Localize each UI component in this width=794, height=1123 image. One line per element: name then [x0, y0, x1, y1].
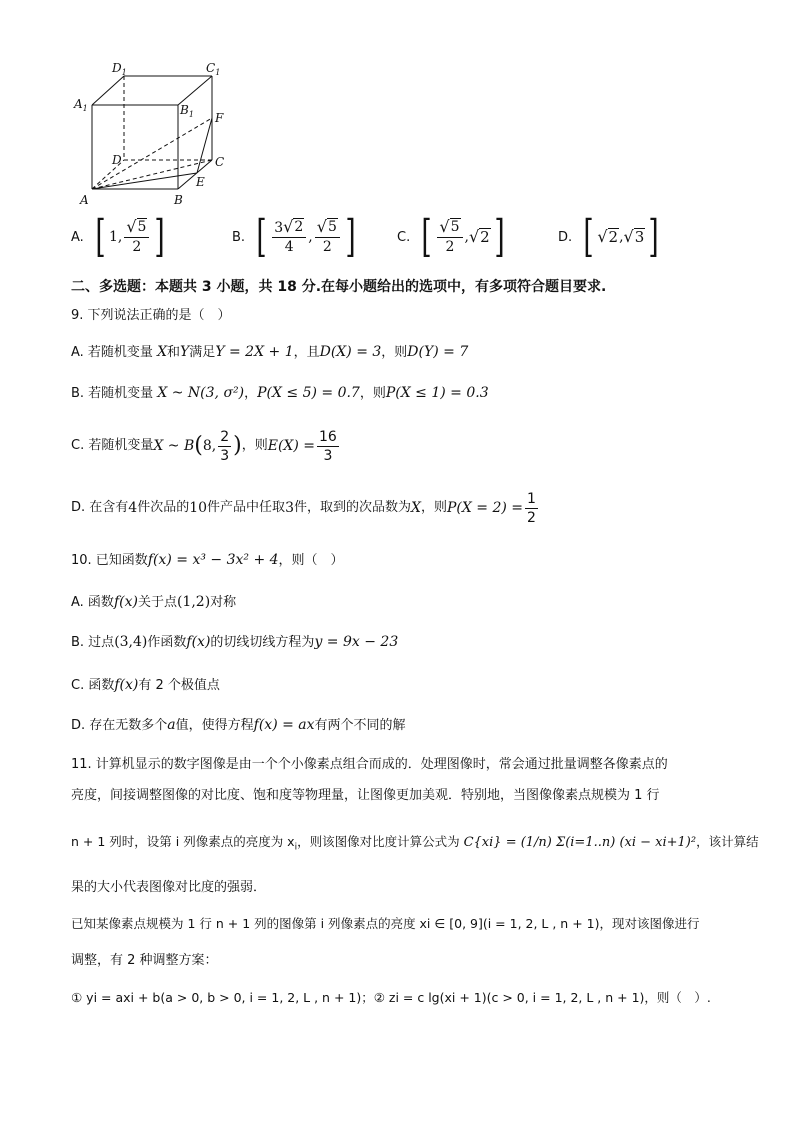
q9-option-d: D. 在含有 4 件次品的 10 件产品中任取 3 件，取到的次品数为 X ，则 P(X = 2) = $\frac{1}{2}$	[71, 490, 536, 526]
q11-line-4: 果的大小代表图像对比度的强弱．	[71, 880, 267, 895]
q9-option-b: B. 若随机变量 X ~ N(3, σ²)，P(X ≤ 5) = 0.7，则P(X ≤ 1) = 0.3	[71, 385, 489, 401]
label-d: D	[112, 153, 122, 167]
label-c: C	[215, 155, 225, 169]
section-heading: 二、多选题：本题共 3 小题，共 18 分.在每小题给出的选项中，有多项符合题目要求.	[71, 279, 607, 295]
label-d1: $D_1$	[112, 61, 127, 77]
q10-option-a: A. 函数f(x)关于点(1,2)对称	[71, 594, 237, 610]
q8-option-b: B. [ 3 √ 2 4 , √ 5 2 ]	[232, 211, 356, 262]
segment-a-c-hidden	[92, 160, 212, 189]
label-e: E	[196, 175, 205, 189]
q11-line-7: ① yi = axi + b(a > 0, b > 0, i = 1, 2, L , n + 1)；② zi = c lg(xi + 1)(c > 0, i = 1, 2, L , n + 1)，则（ ）.	[71, 990, 711, 1005]
q9-option-a: A. 若随机变量 X和Y满足Y = 2X + 1，且D(X) = 3，则D(Y) = 7	[71, 344, 469, 360]
q11-line-3: n + 1 列时，设第 i 列像素点的亮度为 $x_i$，则该图像对比度计算公式为 C{xi} = (1/n) Σ(i=1..n) (xi − xi+1)²，该计算结	[71, 834, 759, 853]
q10-option-c: C. 函数f(x)有 2 个极值点	[71, 677, 220, 693]
q10-option-b: B. 过点(3,4)作函数f(x)的切线切线方程为y = 9x − 23	[71, 634, 399, 650]
q8-option-c: C. [ √ 5 2 , √ 2 ]	[397, 211, 505, 262]
q11-line-6: 调整，有 2 种调整方案：	[71, 953, 218, 968]
edge-a1-d1	[92, 76, 124, 105]
label-b1: $B_1$	[180, 103, 194, 119]
label-a1: $A_1$	[74, 97, 88, 113]
q8-option-d: D. [ √ 2 , √ 3 ]	[558, 211, 660, 262]
q10-stem: 10. 已知函数f(x) = x³ − 3x² + 4，则（ ）	[71, 552, 344, 568]
segment-a-f-hidden	[92, 118, 212, 189]
q11-line-5: 已知某像素点规模为 1 行 n + 1 列的图像第 i 列像素点的亮度 xi ∈ [0, 9](i = 1, 2, L , n + 1)，现对该图像进行	[71, 916, 700, 931]
q11-line-2: 亮度，间接调整图像的对比度、饱和度等物理量，让图像更加美观．特别地，当图像像素点规模为 1 行	[71, 788, 660, 803]
q11-line-1: 11. 计算机显示的数字图像是由一个个小像素点组合而成的．处理图像时，常会通过批量调整各像素点的	[71, 757, 668, 772]
q8-option-a: A. [ 1, √ 5 2 ]	[71, 211, 166, 262]
label-f: F	[215, 111, 224, 125]
segment-e-f	[197, 118, 212, 173]
label-a: A	[80, 193, 89, 206]
q10-option-d: D. 存在无数多个a值，使得方程f(x) = ax有两个不同的解	[71, 717, 406, 733]
q9-stem: 9. 下列说法正确的是（ ）	[71, 308, 231, 323]
cube-figure	[66, 56, 246, 206]
label-b: B	[174, 193, 183, 206]
q9-option-c: C. 若随机变量 X ~ B ( 8, $\frac{2}{3}$ ) ，则 E(X) = $\frac{16}{3}$	[71, 428, 337, 464]
edge-b1-c1	[178, 76, 212, 105]
label-c1: $C_1$	[206, 61, 221, 77]
